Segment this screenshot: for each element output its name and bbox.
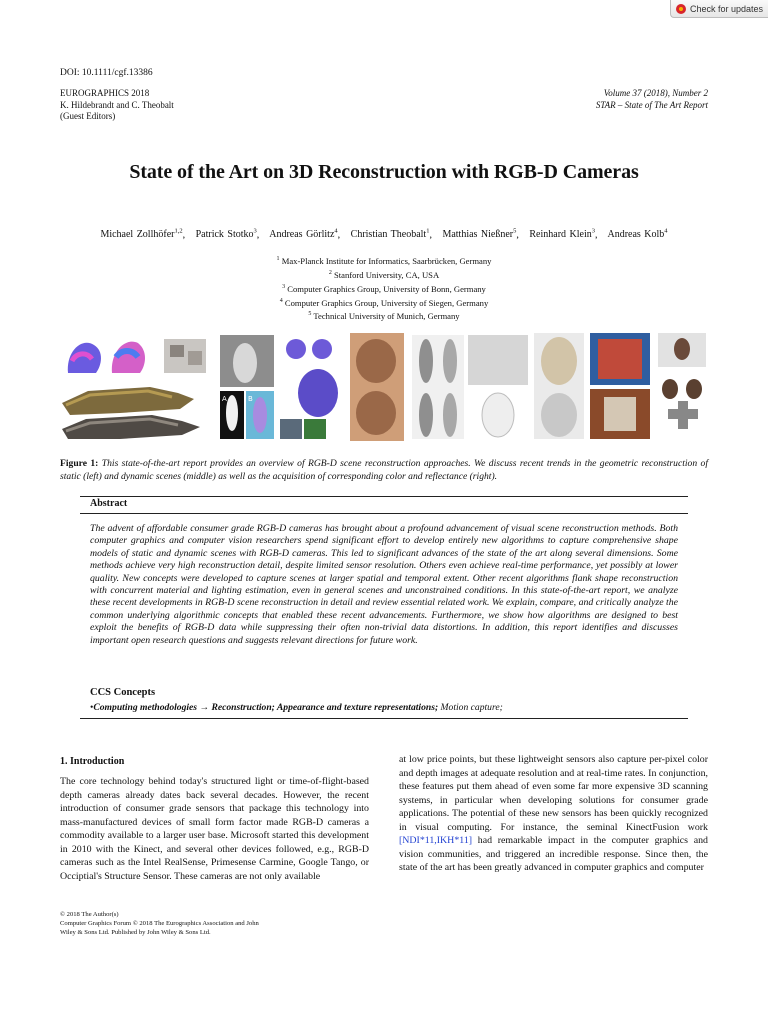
figure-label: Figure 1:: [60, 458, 99, 469]
citation-link[interactable]: IKH*11]: [436, 835, 473, 846]
crossmark-icon: [676, 4, 686, 14]
panel-label-a: A: [222, 395, 227, 403]
figure-caption: [60, 458, 708, 483]
ccs-heading: CCS Concepts: [90, 687, 156, 698]
author: Andreas Kolb$^4$: [607, 228, 668, 241]
intro-left-column: The core technology behind today's structured light or time-of-flight-based depth cameras already dates back several decades. However, the recent introduction of consumer grade sensors that package this technology into mass-manufactured devices of small form factor made RGB-D cameras a commodity available to a larger user base. Microsoft started this development in 2010 with the Kinect, and several other devices followed, e.g., RGB-D cameras such as the Intel RealSense, Primesense Carmine, Google Tango, or Occiptial's Structure Sensor. These cameras are not only available: [60, 776, 369, 882]
abstract-top-rule: [80, 496, 688, 497]
affiliation: $^3$ Computer Graphics Group, University of Bonn, Germany: [282, 283, 486, 294]
volume-info: [596, 88, 708, 111]
abstract-heading-rule: [80, 513, 688, 514]
author: Michael Zollhöfer$^{1,2}$: [100, 228, 183, 241]
conference-info: [60, 88, 174, 123]
volume: Volume 37 (2018), Number 2: [603, 88, 708, 98]
author: Reinhard Klein$^3$: [529, 228, 596, 241]
doll-reconstructions: [350, 333, 404, 441]
abstract-text: The advent of affordable consumer grade RGB-D cameras has brought about a profound advancement of visual scene reconstruction methods. Both computer graphics and computer vision researchers spend significant effort to develop entirely new algorithms to capture comprehensive shape models of static and dynamic scenes with RGB-D cameras. This led to significant advances of the state of the art along several dimensions. Some methods achieve very high reconstruction detail, despite limited sensor resolution. Others even achieve real-time performance, yet possibly at lower quality. New concepts were developed to capture scenes at larger spatial and temporal extent. Other recent algorithms flank shape reconstruction with concurrent material and lighting estimation, even in general scenes and unconstrained conditions. In this state-of-the-art report, we analyze these recent developments in RGB-D scene reconstruction in detail and review essential related work. We explain, compare, and critically analyze the common underlying algorithmic concepts that enabled these recent advancements. Furthermore, we show how algorithms are designed to best exploit the benefits of RGB-D data while suppressing their often non-trivial data distortions. In addition, this report identifies and discusses important open research questions and suggests relevant directions for future work.: [90, 523, 678, 646]
check-for-updates-label: Check for updates: [690, 3, 764, 14]
dynamic-body-reconstructions: [280, 339, 338, 439]
affiliations: [0, 253, 768, 322]
room-reconstruction: [164, 339, 206, 373]
ccs-item: Reconstruction; Appearance and texture representations;: [211, 702, 439, 713]
editors: K. Hildebrandt and C. Theobalt: [60, 99, 174, 110]
person-model-sequence: [412, 335, 464, 439]
affiliation: $^5$ Technical University of Munich, Germany: [308, 311, 460, 322]
check-for-updates-button[interactable]: [670, 0, 768, 18]
affiliation: $^4$ Computer Graphics Group, University of Siegen, Germany: [279, 297, 489, 308]
paper-title: State of the Art on 3D Reconstruction with RGB-D Cameras: [129, 161, 639, 183]
copyright-footer: © 2018 The Author(s) Computer Graphics Forum © 2018 The Eurographics Association and John Wiley & Sons Ltd. Published by John Wiley & Sons Ltd.: [60, 911, 259, 936]
abstract-bottom-rule: [80, 718, 688, 719]
author: Matthias Nießner$^5$: [442, 228, 517, 241]
ccs-concepts: •Computing methodologies → Reconstruction; Appearance and texture representations; Motion capture;: [90, 702, 503, 713]
figure-caption-text: This state-of-the-art report provides an overview of RGB-D scene reconstruction approaches. We discuss recent trends in the geometric reconstruction of static (left) and dynamic scenes (middle) as well as the acquisition of corresponding color and reflectance (right).: [60, 458, 708, 482]
citation-link[interactable]: [NDI*11: [399, 835, 435, 846]
section-heading-introduction: 1. Introduction: [60, 756, 125, 767]
intro-right-column: at low price points, but these lightweight sensors also capture per-pixel color and depth images at adequate resolution and at real-time rates. In conjunction, these features put them ahead of even some far more expensive 3D scanning systems, in particular when developing solutions for consumer grade applications. The potential of these new sensors has been quickly recognized in visual computing. For instance, the seminal KinectFusion work [NDI*11,IKH*11] had remarkable impact in the computer graphics and vision communities, and triggered an incredible response. Since then, the state of the art has been greatly advanced in computer graphics and computer: [399, 754, 708, 873]
guest-editors: (Guest Editors): [60, 111, 116, 121]
panel-label-b: B: [248, 395, 253, 403]
report-type: STAR – State of The Art Report: [595, 99, 708, 110]
conference-name: EUROGRAPHICS 2018: [60, 88, 150, 98]
tile-wall-reconstructions: [590, 333, 650, 439]
author: Patrick Stotko$^3$: [195, 228, 257, 241]
doi[interactable]: DOI: 10.1111/cgf.13386: [60, 68, 153, 78]
author: Christian Theobalt$^1$: [350, 228, 430, 241]
teaser-figure: [60, 331, 708, 443]
abstract-heading: Abstract: [90, 498, 128, 509]
author: Andreas Görlitz$^4$: [269, 228, 338, 241]
affiliation: $^2$ Stanford University, CA, USA: [328, 269, 440, 280]
affiliation: $^1$ Max-Planck Institute for Informatics, Saarbrücken, Germany: [276, 255, 492, 266]
corridor-reconstructions: [62, 387, 200, 439]
static-bust-reconstructions: [68, 342, 145, 373]
statue-reconstructions: [534, 333, 584, 439]
ccs-item: Motion capture;: [438, 702, 503, 713]
ccs-item: Computing methodologies: [93, 702, 198, 713]
author-list: Michael Zollhöfer$^{1,2}$, Patrick Stotko$^3$, Andreas Görlitz$^4$, Christian Theobalt$^1$, Matthias Nießner$^5$, Reinhard Klein$^3$, Andreas Kolb$^4$: [100, 228, 668, 241]
depth-images: [220, 335, 274, 439]
face-reconstructions: [658, 333, 706, 429]
toy-reconstructions: [468, 335, 528, 437]
